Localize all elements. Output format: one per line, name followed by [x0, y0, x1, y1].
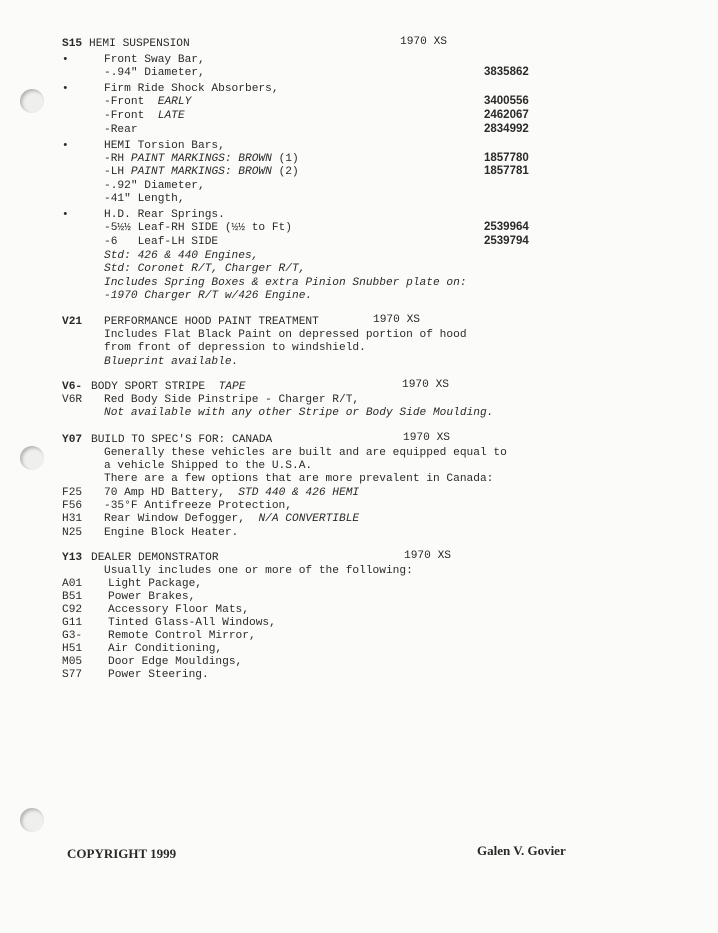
section-year: 1970 XS [404, 550, 451, 562]
part-number: 2539794 [484, 235, 529, 247]
section-title: HEMI SUSPENSION [89, 38, 190, 50]
item-text: H.D. Rear Springs. [104, 209, 225, 221]
item-text: -.94" Diameter, [104, 67, 205, 79]
section-year: 1970 XS [373, 314, 420, 326]
note-text: Std: 426 & 440 Engines, [104, 250, 259, 262]
section-code: Y07 [62, 434, 83, 446]
option-text: Light Package, [108, 578, 202, 590]
item-text: HEMI Torsion Bars, [104, 140, 225, 152]
option-text: Power Brakes, [108, 591, 196, 603]
item-text: -LH PAINT MARKINGS: BROWN (2) [104, 166, 299, 178]
note-text: -1970 Charger R/T w/426 Engine. [104, 290, 313, 302]
option-code: S77 [62, 669, 83, 681]
item-text: Front Sway Bar, [104, 54, 205, 66]
section-code: V6- [62, 381, 83, 393]
option-text: -35°F Antifreeze Protection, [104, 500, 292, 512]
item-text: a vehicle Shipped to the U.S.A. [104, 460, 313, 472]
option-code: M05 [62, 656, 83, 668]
item-text: from front of depression to windshield. [104, 342, 366, 354]
section-year: 1970 XS [400, 36, 447, 48]
option-text: Rear Window Defogger, N/A CONVERTIBLE [104, 513, 360, 525]
author-name: Galen V. Govier [477, 843, 566, 858]
binder-hole [20, 89, 44, 113]
option-code: G3- [62, 630, 83, 642]
section-title: DEALER DEMONSTRATOR [91, 552, 219, 564]
part-number: 2539964 [484, 221, 529, 233]
section-title: PERFORMANCE HOOD PAINT TREATMENT [104, 316, 319, 328]
bullet: • [62, 54, 69, 66]
part-number: 2834992 [484, 123, 529, 135]
section-year: 1970 XS [403, 432, 450, 444]
section-code: Y13 [62, 552, 83, 564]
note-text: Includes Spring Boxes & extra Pinion Snubber plate on: [104, 277, 467, 289]
part-number: 3400556 [484, 95, 529, 107]
item-text: Includes Flat Black Paint on depressed portion of hood [104, 329, 467, 341]
option-text: Door Edge Mouldings, [108, 656, 243, 668]
section-title: BODY SPORT STRIPE TAPE [91, 381, 246, 393]
item-text: -6 Leaf-LH SIDE [104, 236, 219, 248]
item-text: -.92" Diameter, [104, 180, 205, 192]
option-code: B51 [62, 591, 83, 603]
option-text: Accessory Floor Mats, [108, 604, 249, 616]
note-text: Blueprint available. [104, 356, 239, 368]
option-code: H51 [62, 643, 83, 655]
option-code: N25 [62, 527, 83, 539]
binder-hole [20, 808, 44, 832]
section-title: BUILD TO SPEC'S FOR: CANADA [91, 434, 273, 446]
item-text: There are a few options that are more prevalent in Canada: [104, 473, 494, 485]
note-text: Not available with any other Stripe or Body Side Moulding. [104, 407, 494, 419]
option-text: Tinted Glass-All Windows, [108, 617, 276, 629]
option-text: 70 Amp HD Battery, STD 440 & 426 HEMI [104, 487, 360, 499]
note-text: Std: Coronet R/T, Charger R/T, [104, 263, 306, 275]
section-year: 1970 XS [402, 379, 449, 391]
option-code: G11 [62, 617, 83, 629]
item-text: Red Body Side Pinstripe - Charger R/T, [104, 394, 360, 406]
item-text: -Rear [104, 124, 138, 136]
item-text: -41" Length, [104, 193, 185, 205]
option-code: A01 [62, 578, 83, 590]
bullet: • [62, 140, 69, 152]
option-code: F56 [62, 500, 83, 512]
bullet: • [62, 209, 69, 221]
option-text: Air Conditioning, [108, 643, 223, 655]
item-text: Generally these vehicles are built and are equipped equal to [104, 447, 507, 459]
part-number: 3835862 [484, 66, 529, 78]
item-text: -Front LATE [104, 110, 185, 122]
item-text: -Front EARLY [104, 96, 192, 108]
item-text: Usually includes one or more of the following: [104, 565, 413, 577]
item-text: -5½½ Leaf-RH SIDE (½½ to Ft) [104, 222, 292, 234]
option-text: Remote Control Mirror, [108, 630, 256, 642]
section-code: V21 [62, 316, 83, 328]
option-code: C92 [62, 604, 83, 616]
copyright-text: COPYRIGHT 1999 [67, 846, 177, 861]
option-code: F25 [62, 487, 83, 499]
part-number: 1857781 [484, 165, 529, 177]
bullet: • [62, 83, 69, 95]
option-text: Engine Block Heater. [104, 527, 239, 539]
binder-hole [20, 446, 44, 470]
section-code: S15 [62, 38, 83, 50]
item-text: -RH PAINT MARKINGS: BROWN (1) [104, 153, 299, 165]
item-text: Firm Ride Shock Absorbers, [104, 83, 279, 95]
part-number: 1857780 [484, 152, 529, 164]
option-code: H31 [62, 513, 83, 525]
option-code: V6R [62, 394, 83, 406]
part-number: 2462067 [484, 109, 529, 121]
option-text: Power Steering. [108, 669, 209, 681]
